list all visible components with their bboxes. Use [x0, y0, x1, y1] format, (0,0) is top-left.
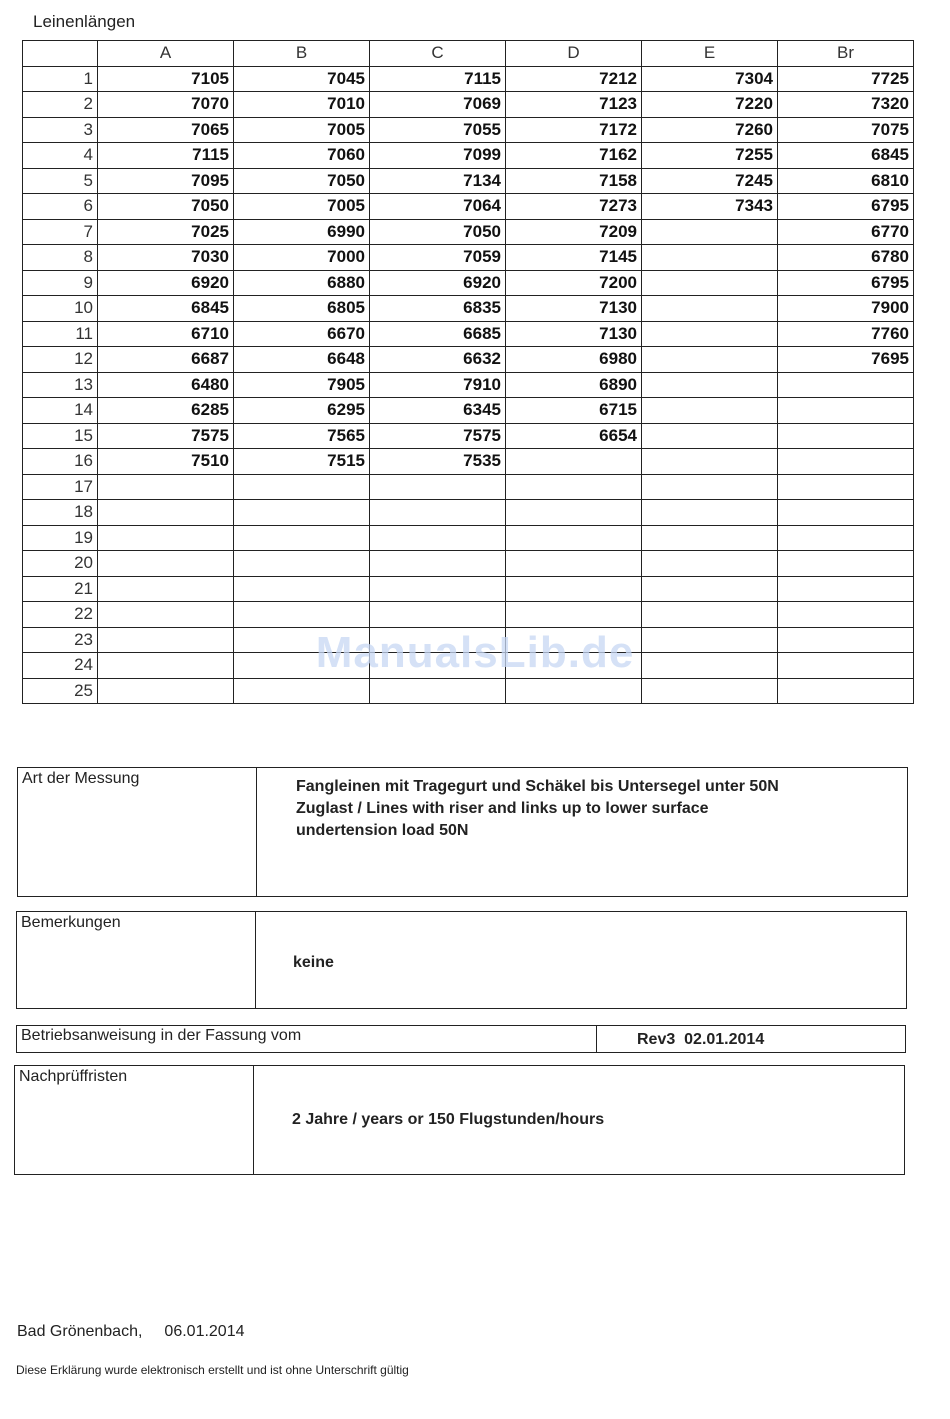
row-number: 15	[23, 423, 98, 449]
line-length-cell: 7099	[370, 143, 506, 169]
line-length-cell: 7075	[778, 117, 914, 143]
line-length-cell: 7145	[506, 245, 642, 271]
line-length-cell: 7010	[234, 92, 370, 118]
line-length-cell	[370, 474, 506, 500]
measurement-line-2: Zuglast / Lines with riser and links up to lower surface	[296, 800, 709, 817]
line-length-cell	[234, 500, 370, 526]
row-number: 8	[23, 245, 98, 271]
line-length-cell	[778, 576, 914, 602]
row-number: 19	[23, 525, 98, 551]
corner-header	[23, 41, 98, 67]
line-length-cell	[370, 602, 506, 628]
line-length-cell: 6715	[506, 398, 642, 424]
column-header: E	[642, 41, 778, 67]
line-length-cell	[642, 372, 778, 398]
line-length-cell: 7212	[506, 66, 642, 92]
line-length-cell	[642, 296, 778, 322]
line-length-cell	[642, 500, 778, 526]
row-number: 12	[23, 347, 98, 373]
measurement-line-1: Fangleinen mit Tragegurt und Schäkel bis Untersegel unter 50N	[296, 778, 779, 795]
table-row	[23, 525, 914, 551]
line-length-cell	[370, 551, 506, 577]
column-header: A	[98, 41, 234, 67]
line-length-cell	[506, 449, 642, 475]
line-length-cell	[234, 474, 370, 500]
row-number: 7	[23, 219, 98, 245]
line-length-cell	[506, 525, 642, 551]
remarks-label: Bemerkungen	[21, 914, 121, 931]
line-length-cell	[98, 474, 234, 500]
line-length-cell	[642, 576, 778, 602]
line-length-cell: 7123	[506, 92, 642, 118]
line-length-cell	[778, 525, 914, 551]
line-length-cell: 7050	[234, 168, 370, 194]
line-length-cell	[642, 423, 778, 449]
row-number: 21	[23, 576, 98, 602]
line-length-cell: 7162	[506, 143, 642, 169]
line-length-cell	[642, 474, 778, 500]
line-length-cell	[370, 576, 506, 602]
table-row	[23, 270, 914, 296]
remarks-box	[16, 911, 907, 1009]
line-length-cell	[642, 219, 778, 245]
line-length-cell	[778, 500, 914, 526]
line-length-cell	[370, 678, 506, 704]
line-length-cell: 7172	[506, 117, 642, 143]
row-number: 5	[23, 168, 98, 194]
line-length-cell	[234, 551, 370, 577]
line-length-cell: 7200	[506, 270, 642, 296]
line-length-cell: 7905	[234, 372, 370, 398]
table-row	[23, 66, 914, 92]
manual-version-value: Rev3 02.01.2014	[637, 1031, 765, 1048]
place: Bad Grönenbach,	[17, 1323, 143, 1340]
line-length-cell: 7105	[98, 66, 234, 92]
row-number: 10	[23, 296, 98, 322]
line-length-cell	[234, 576, 370, 602]
divider	[255, 912, 256, 1008]
line-length-cell: 7575	[370, 423, 506, 449]
line-length-cell: 7575	[98, 423, 234, 449]
line-length-cell: 7130	[506, 321, 642, 347]
line-length-cell	[642, 678, 778, 704]
line-length-cell: 7064	[370, 194, 506, 220]
row-number: 18	[23, 500, 98, 526]
table-row	[23, 551, 914, 577]
table-row	[23, 245, 914, 271]
line-length-cell	[778, 372, 914, 398]
line-length-cell	[642, 525, 778, 551]
line-length-cell: 7158	[506, 168, 642, 194]
line-length-cell: 6780	[778, 245, 914, 271]
table-row	[23, 117, 914, 143]
line-length-cell	[98, 602, 234, 628]
line-length-cell	[98, 678, 234, 704]
line-length-cell: 7115	[370, 66, 506, 92]
line-length-cell: 7900	[778, 296, 914, 322]
measurement-description	[296, 776, 779, 842]
line-length-cell: 7070	[98, 92, 234, 118]
line-length-cell	[370, 525, 506, 551]
line-length-cell	[778, 602, 914, 628]
line-length-cell: 6295	[234, 398, 370, 424]
table-row	[23, 678, 914, 704]
table-row	[23, 576, 914, 602]
line-length-cell: 6480	[98, 372, 234, 398]
line-length-cell	[642, 398, 778, 424]
column-header: C	[370, 41, 506, 67]
table-row	[23, 168, 914, 194]
line-length-cell	[642, 245, 778, 271]
line-length-cell: 7220	[642, 92, 778, 118]
line-length-cell: 7695	[778, 347, 914, 373]
date: 06.01.2014	[164, 1323, 245, 1340]
line-length-cell	[642, 347, 778, 373]
line-length-cell	[778, 551, 914, 577]
line-length-cell: 7910	[370, 372, 506, 398]
line-length-cell: 7130	[506, 296, 642, 322]
line-length-cell: 6810	[778, 168, 914, 194]
table-row	[23, 347, 914, 373]
line-length-cell	[234, 525, 370, 551]
column-header: D	[506, 41, 642, 67]
line-length-cell: 6835	[370, 296, 506, 322]
watermark: ManualsLib.de	[315, 628, 635, 677]
line-length-cell: 6285	[98, 398, 234, 424]
measurement-box	[17, 767, 908, 897]
line-length-cell: 7030	[98, 245, 234, 271]
manual-label: Betriebsanweisung in der Fassung vom	[21, 1027, 302, 1044]
line-length-cell	[506, 474, 642, 500]
line-length-cell: 6990	[234, 219, 370, 245]
line-length-cell: 6632	[370, 347, 506, 373]
line-length-cell: 6890	[506, 372, 642, 398]
line-length-cell: 6670	[234, 321, 370, 347]
column-header: Br	[778, 41, 914, 67]
line-length-cell	[642, 270, 778, 296]
line-length-cell: 7343	[642, 194, 778, 220]
line-lengths-table	[22, 40, 914, 704]
line-length-cell: 7535	[370, 449, 506, 475]
line-length-cell: 6654	[506, 423, 642, 449]
line-length-cell: 7510	[98, 449, 234, 475]
measurement-label: Art der Messung	[22, 770, 140, 787]
line-length-cell: 7059	[370, 245, 506, 271]
row-number: 22	[23, 602, 98, 628]
line-length-cell: 6920	[370, 270, 506, 296]
table-row	[23, 500, 914, 526]
table-row	[23, 602, 914, 628]
line-length-cell: 7273	[506, 194, 642, 220]
line-length-cell: 6710	[98, 321, 234, 347]
line-length-cell: 7069	[370, 92, 506, 118]
table-row	[23, 372, 914, 398]
row-number: 14	[23, 398, 98, 424]
line-length-cell: 7304	[642, 66, 778, 92]
line-length-cell: 7045	[234, 66, 370, 92]
line-length-cell: 7245	[642, 168, 778, 194]
line-length-cell: 6880	[234, 270, 370, 296]
line-length-cell	[778, 398, 914, 424]
line-length-cell: 6648	[234, 347, 370, 373]
row-number: 16	[23, 449, 98, 475]
line-length-cell: 7760	[778, 321, 914, 347]
manual-version-box	[16, 1025, 906, 1053]
line-length-cell	[98, 576, 234, 602]
line-length-cell: 6845	[778, 143, 914, 169]
line-length-cell: 7515	[234, 449, 370, 475]
line-length-cell: 7050	[98, 194, 234, 220]
line-length-cell: 6687	[98, 347, 234, 373]
footnote: Diese Erklärung wurde elektronisch erstellt und ist ohne Unterschrift gültig	[16, 1363, 409, 1377]
row-number: 11	[23, 321, 98, 347]
page-title: Leinenlängen	[33, 12, 136, 31]
line-length-cell: 7025	[98, 219, 234, 245]
row-number: 20	[23, 551, 98, 577]
line-length-cell: 6770	[778, 219, 914, 245]
line-length-cell: 7065	[98, 117, 234, 143]
row-number: 13	[23, 372, 98, 398]
row-number: 25	[23, 678, 98, 704]
line-length-cell	[642, 551, 778, 577]
table-row	[23, 449, 914, 475]
line-length-cell: 6980	[506, 347, 642, 373]
line-length-cell	[778, 474, 914, 500]
line-length-cell: 6920	[98, 270, 234, 296]
table-row	[23, 194, 914, 220]
line-length-cell: 7000	[234, 245, 370, 271]
divider	[256, 768, 257, 896]
line-length-cell: 6845	[98, 296, 234, 322]
divider	[596, 1026, 597, 1052]
inspection-value: 2 Jahre / years or 150 Flugstunden/hours	[292, 1111, 605, 1128]
table-row	[23, 423, 914, 449]
remarks-value: keine	[293, 954, 334, 971]
line-length-cell: 7260	[642, 117, 778, 143]
row-number: 9	[23, 270, 98, 296]
line-length-cell	[506, 576, 642, 602]
line-length-cell: 7005	[234, 194, 370, 220]
line-length-cell	[98, 500, 234, 526]
line-length-cell: 7209	[506, 219, 642, 245]
line-length-cell	[234, 602, 370, 628]
line-length-cell	[778, 423, 914, 449]
inspection-box	[14, 1065, 905, 1175]
line-length-cell: 7095	[98, 168, 234, 194]
table-row	[23, 474, 914, 500]
line-length-cell	[642, 449, 778, 475]
line-length-cell	[98, 551, 234, 577]
inspection-label: Nachprüffristen	[19, 1068, 128, 1085]
line-length-cell: 6795	[778, 270, 914, 296]
table-row	[23, 398, 914, 424]
line-length-cell	[98, 525, 234, 551]
table-header-row	[23, 41, 914, 67]
line-length-cell: 6805	[234, 296, 370, 322]
row-number: 1	[23, 66, 98, 92]
line-length-cell: 7055	[370, 117, 506, 143]
line-length-cell: 7060	[234, 143, 370, 169]
line-length-cell: 6685	[370, 321, 506, 347]
line-length-cell: 7005	[234, 117, 370, 143]
line-length-cell	[506, 500, 642, 526]
table-row	[23, 296, 914, 322]
line-length-cell: 7255	[642, 143, 778, 169]
line-length-cell	[234, 678, 370, 704]
line-length-cell	[642, 321, 778, 347]
divider	[253, 1066, 254, 1174]
line-length-cell	[506, 551, 642, 577]
place-date	[17, 1323, 245, 1341]
measurement-line-3: undertension load 50N	[296, 822, 469, 839]
line-length-cell: 7050	[370, 219, 506, 245]
line-length-cell	[778, 678, 914, 704]
line-length-cell	[642, 602, 778, 628]
row-number: 24	[23, 653, 98, 679]
line-length-cell: 7115	[98, 143, 234, 169]
line-length-cell	[778, 449, 914, 475]
row-number: 3	[23, 117, 98, 143]
line-length-cell	[370, 500, 506, 526]
table-row	[23, 92, 914, 118]
row-number: 2	[23, 92, 98, 118]
table-row	[23, 143, 914, 169]
line-length-cell: 7134	[370, 168, 506, 194]
line-length-cell: 7565	[234, 423, 370, 449]
line-length-cell: 6345	[370, 398, 506, 424]
row-number: 6	[23, 194, 98, 220]
line-length-cell: 7320	[778, 92, 914, 118]
line-length-cell: 7725	[778, 66, 914, 92]
line-length-cell: 6795	[778, 194, 914, 220]
line-length-cell	[506, 602, 642, 628]
row-number: 4	[23, 143, 98, 169]
table-row	[23, 219, 914, 245]
row-number: 23	[23, 627, 98, 653]
table-row	[23, 321, 914, 347]
column-header: B	[234, 41, 370, 67]
line-length-cell	[506, 678, 642, 704]
row-number: 17	[23, 474, 98, 500]
